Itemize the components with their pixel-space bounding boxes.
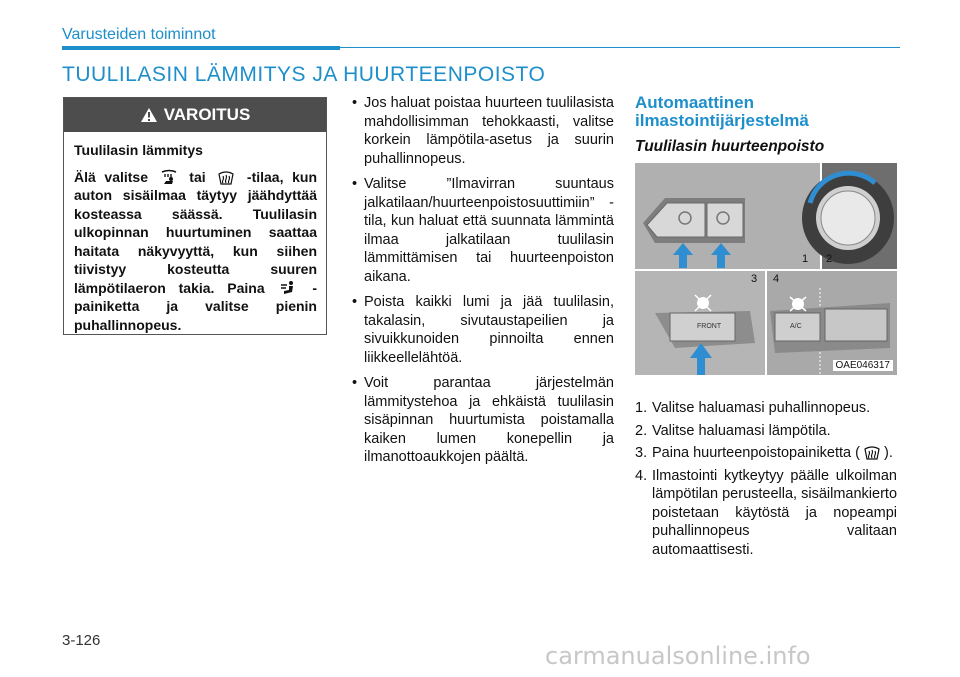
warning-triangle-icon (140, 107, 158, 123)
page-title: TUULILASIN LÄMMITYS JA HUURTEENPOISTO (62, 63, 546, 86)
watermark: carmanualsonline.info (545, 642, 811, 670)
step-text: Paina huurteenpoistopainiketta ( (652, 445, 860, 461)
header-rule-thick (62, 46, 340, 50)
list-item: • Voit parantaa järjestelmän lämmitystehoa ja ehkäistä tuulilasin sisäpinnan huurtumista poistamalla kaiken lumen konepellin ja ilmanottoaukkojen päältä. (352, 374, 614, 467)
warning-box (63, 97, 327, 335)
system-subtitle: Tuulilasin huurteenpoisto (635, 138, 825, 155)
figure-label-4: 4 (773, 273, 780, 285)
step-text: Valitse haluamasi puhallinnopeus. (652, 400, 871, 416)
system-title: Automaattinen ilmastointijärjestelmä (635, 93, 809, 130)
windshield-floor-mode-icon (160, 169, 178, 185)
figure-label-3: 3 (751, 273, 758, 285)
step-text-end: ). (883, 445, 893, 461)
list-item (635, 422, 897, 441)
step-number: 2. (635, 422, 648, 439)
list-item (635, 444, 897, 463)
header-rule-thin (340, 47, 900, 48)
warning-heading: VAROITUS (163, 105, 251, 124)
figure-label-2: 2 (826, 253, 833, 265)
warning-subheading: Tuulilasin lämmitys (74, 142, 203, 158)
face-vent-mode-icon (280, 280, 296, 296)
list-item (635, 399, 897, 418)
warning-body (64, 132, 326, 334)
page-number: 3-126 (62, 632, 101, 649)
steps-list (635, 399, 897, 563)
ac-button-label: A/C (790, 323, 802, 330)
control-panel-figure (635, 163, 897, 375)
step-number: 1. (635, 400, 648, 416)
warning-text (74, 168, 317, 335)
defrost-icon (863, 444, 881, 460)
list-item (635, 467, 897, 560)
step-number: 3. (635, 445, 648, 461)
figure-label-1: 1 (802, 253, 809, 265)
tips-list (352, 94, 614, 474)
warning-text-2: tai (189, 168, 206, 185)
figure-caption: OAE046317 (833, 360, 894, 371)
warning-text-3: -tilaa, kun auton sisäilmaa täytyy jäähdyttää kosteassa säässä. Tuulilasin ulkopinnan huurtuminen saattaa haitata näkyvyyttä, kun siihen tiivistyy kosteutta suuren lämpötilaeron takia. Paina (74, 168, 318, 296)
step-text: Valitse haluamasi lämpötila. (652, 422, 831, 439)
front-button-label: FRONT (697, 323, 722, 330)
list-item: • Jos haluat poistaa huurteen tuulilasista mahdollisimman tehokkaasti, valitse korkein lämpötila-asetus ja suurin puhallinnopeus. (352, 94, 614, 168)
step-text: Ilmastointi kytkeytyy päälle ulkoilman lämpötilan perusteella, sisäilmankierto poistetaan käytöstä ja nopeampi puhallinnopeus valitaan automaattisesti. (652, 467, 898, 558)
warning-header (64, 98, 326, 132)
defrost-icon (217, 169, 235, 185)
control-panel-illustration (635, 163, 897, 375)
section-label: Varusteiden toiminnot (62, 26, 216, 43)
list-item: • Poista kaikki lumi ja jää tuulilasin, takalasin, sivutaustapeilien ja sivuikkunoiden pinnoilta ennen liikkeellelähtöä. (352, 293, 614, 367)
list-item: • Valitse ”Ilmavirran suuntaus jalkatilaan/huurteenpoistosuuttimiin” -tila, kun haluat että suunnata lämmintä ilmaa jalkatilaan tuulilasin lämmittämisen tai huurteenpoiston aikana. (352, 175, 614, 286)
warning-text-1: Älä valitse (74, 168, 149, 185)
step-number: 4. (635, 467, 648, 484)
warning-text-4: -painiketta ja valitse pienin puhallinnopeus. (74, 279, 317, 333)
